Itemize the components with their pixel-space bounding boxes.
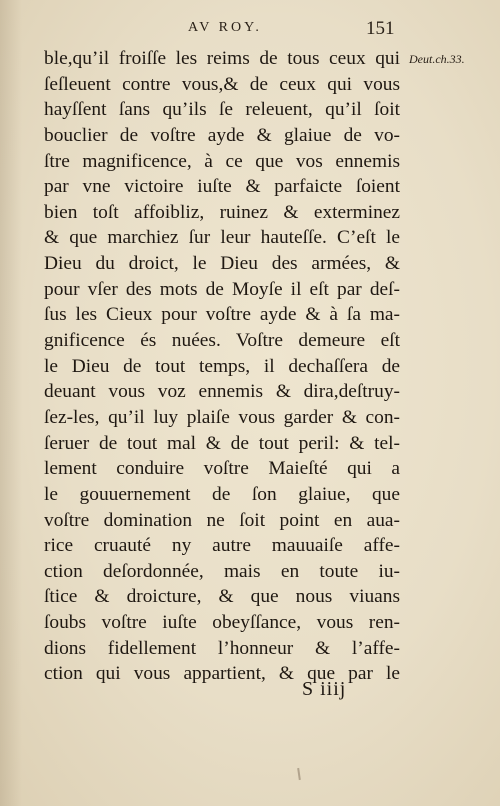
text-line: ction qui vous appartient, & que par le <box>44 663 400 685</box>
text-line: le Dieu de tout temps, il dechaſſera de <box>44 355 400 377</box>
text-line: ſeruer de tout mal & de tout peril: & tel- <box>44 432 400 454</box>
text-line: hayſſent ſans qu’ils ſe releuent, qu’il ſoit <box>44 99 400 121</box>
text-line: rice cruauté ny autre mauuaiſe affe- <box>44 535 400 557</box>
running-head: AV ROY. <box>188 20 262 35</box>
text-line: pour vſer des mots de Moyſe il eſt par deſ- <box>44 278 400 300</box>
margin-note: Deut.ch.33. <box>409 52 465 66</box>
ink-mark <box>297 768 301 780</box>
page-number: 151 <box>366 18 395 39</box>
text-line: deuant vous voz ennemis & dira,deſtruy- <box>44 381 400 403</box>
text-line: Dieu du droict, le Dieu des armées, & <box>44 253 400 275</box>
text-line: ſtice & droicture, & que nous viuans <box>44 586 400 608</box>
page-gutter-shadow <box>0 0 22 806</box>
text-line: ſoubs voſtre iuſte obeyſſance, vous ren- <box>44 612 400 634</box>
text-line: ſeſleuent contre vous,& de ceux qui vous <box>44 73 400 95</box>
text-line: ſus les Cieux pour voſtre ayde & à ſa ma- <box>44 304 400 326</box>
text-line: ſtre magnificence, à ce que vos ennemis <box>44 150 400 172</box>
text-line: lement conduire voſtre Maieſté qui a <box>44 458 400 480</box>
text-line: ble,qu’il froiſſe les reims de tous ceux qui <box>44 48 400 69</box>
text-line: bouclier de voſtre ayde & glaiue de vo- <box>44 124 400 146</box>
page-header <box>0 18 500 44</box>
body-text <box>44 46 400 687</box>
text-line: & que marchiez ſur leur hauteſſe. C’eſt le <box>44 227 400 249</box>
text-line: dions fidellement l’honneur & l’affe- <box>44 637 400 659</box>
text-line: ſez-les, qu’il luy plaiſe vous garder & con- <box>44 406 400 428</box>
text-line: le gouuernement de ſon glaiue, que <box>44 483 400 505</box>
text-line: ction deſordonnée, mais en toute iu- <box>44 560 400 582</box>
text-line: gnificence és nuées. Voſtre demeure eſt <box>44 330 400 352</box>
text-line: bien toſt affoibliz, ruinez & exterminez <box>44 201 400 223</box>
text-line: voſtre domination ne ſoit point en aua- <box>44 509 400 531</box>
text-line: par vne victoire iuſte & parfaicte ſoient <box>44 176 400 198</box>
signature-mark: S iiij <box>302 678 347 700</box>
